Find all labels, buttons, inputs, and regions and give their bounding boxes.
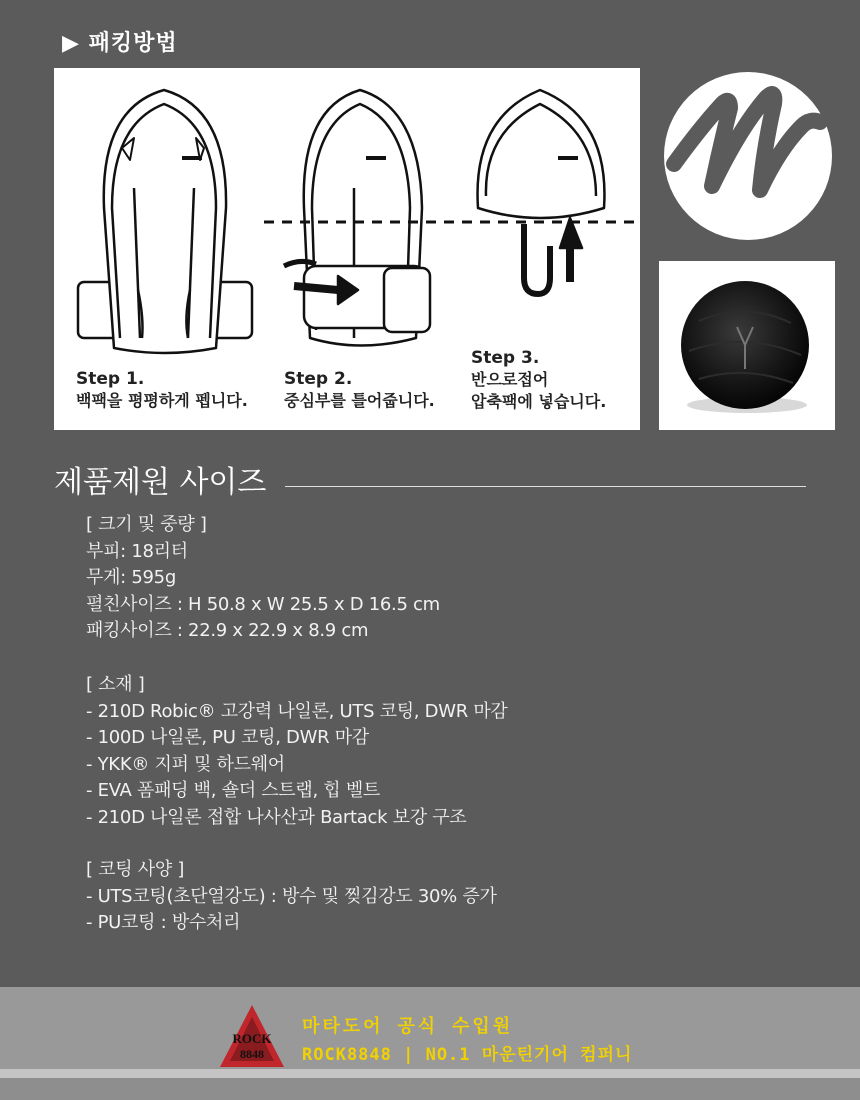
- size-weight-label: [ 크기 및 중량 ]: [86, 514, 207, 535]
- step2-backpack-drawing: [284, 90, 430, 346]
- material-section: [86, 672, 508, 831]
- logo-text-bottom: 8848: [240, 1047, 264, 1061]
- spec-item: 부피: 18리터: [86, 540, 188, 562]
- logo-text-top: ROCK: [232, 1031, 272, 1046]
- spec-item: - 210D Robic® 고강력 나일론, UTS 코팅, DWR 마감: [86, 700, 508, 722]
- packing-heading: ▶ 패킹방법: [62, 31, 178, 56]
- step3-title: Step 3.: [471, 348, 540, 368]
- footer-divider: [0, 1069, 860, 1078]
- footer-bottom-bar: [0, 1078, 860, 1100]
- size-weight-section: [86, 512, 440, 645]
- step3-line2: 압축팩에 넣습니다.: [471, 392, 607, 411]
- rock8848-logo: [218, 1003, 286, 1069]
- material-label: [ 소재 ]: [86, 674, 145, 695]
- coating-section: [86, 857, 497, 937]
- step2-title: Step 2.: [284, 369, 353, 389]
- spec-item: 패킹사이즈 : 22.9 x 22.9 x 8.9 cm: [86, 620, 369, 641]
- step1-caption: [76, 368, 248, 412]
- packing-illustration: [54, 68, 640, 430]
- step3-line1: 반으로접어: [471, 370, 549, 389]
- matador-logo-icon: [660, 68, 836, 244]
- spec-item: - YKK® 지퍼 및 하드웨어: [86, 753, 285, 775]
- spec-item: - EVA 폼패딩 백, 숄더 스트랩, 힙 벨트: [86, 780, 380, 801]
- step1-line1: 백팩을 평평하게 펩니다.: [76, 391, 248, 410]
- spec-item: - 210D 나일론 접합 나사산과 Bartack 보강 구조: [86, 806, 467, 828]
- footer-importer-text: 마타도어 공식 수입원: [302, 1016, 514, 1037]
- spec-item: - UTS코팅(초단열강도) : 방수 및 찢김강도 30% 증가: [86, 885, 497, 907]
- step1-title: Step 1.: [76, 369, 145, 389]
- coating-label: [ 코팅 사양 ]: [86, 859, 185, 880]
- step1-backpack-drawing: [78, 90, 252, 353]
- spec-item: 무게: 595g: [86, 567, 176, 588]
- step2-caption: [284, 368, 435, 412]
- spec-item: - 100D 나일론, PU 코팅, DWR 마감: [86, 727, 369, 748]
- step3-folded-drawing: [478, 90, 605, 294]
- heading-divider: [285, 486, 806, 487]
- spec-item: 펼친사이즈 : H 50.8 x W 25.5 x D 16.5 cm: [86, 593, 440, 615]
- footer-company-text: ROCK8848 | NO.1 마운틴기어 컴퍼니: [302, 1045, 633, 1065]
- step2-line1: 중심부를 틀어줍니다.: [284, 391, 435, 410]
- mountain-logo-icon: [218, 1003, 286, 1069]
- spec-item: - PU코팅 : 방수처리: [86, 912, 241, 933]
- step3-caption: [471, 347, 606, 413]
- brand-logo: [660, 68, 836, 244]
- specs-heading: 제품제원 사이즈: [54, 465, 267, 500]
- packed-bag-photo: [659, 261, 835, 430]
